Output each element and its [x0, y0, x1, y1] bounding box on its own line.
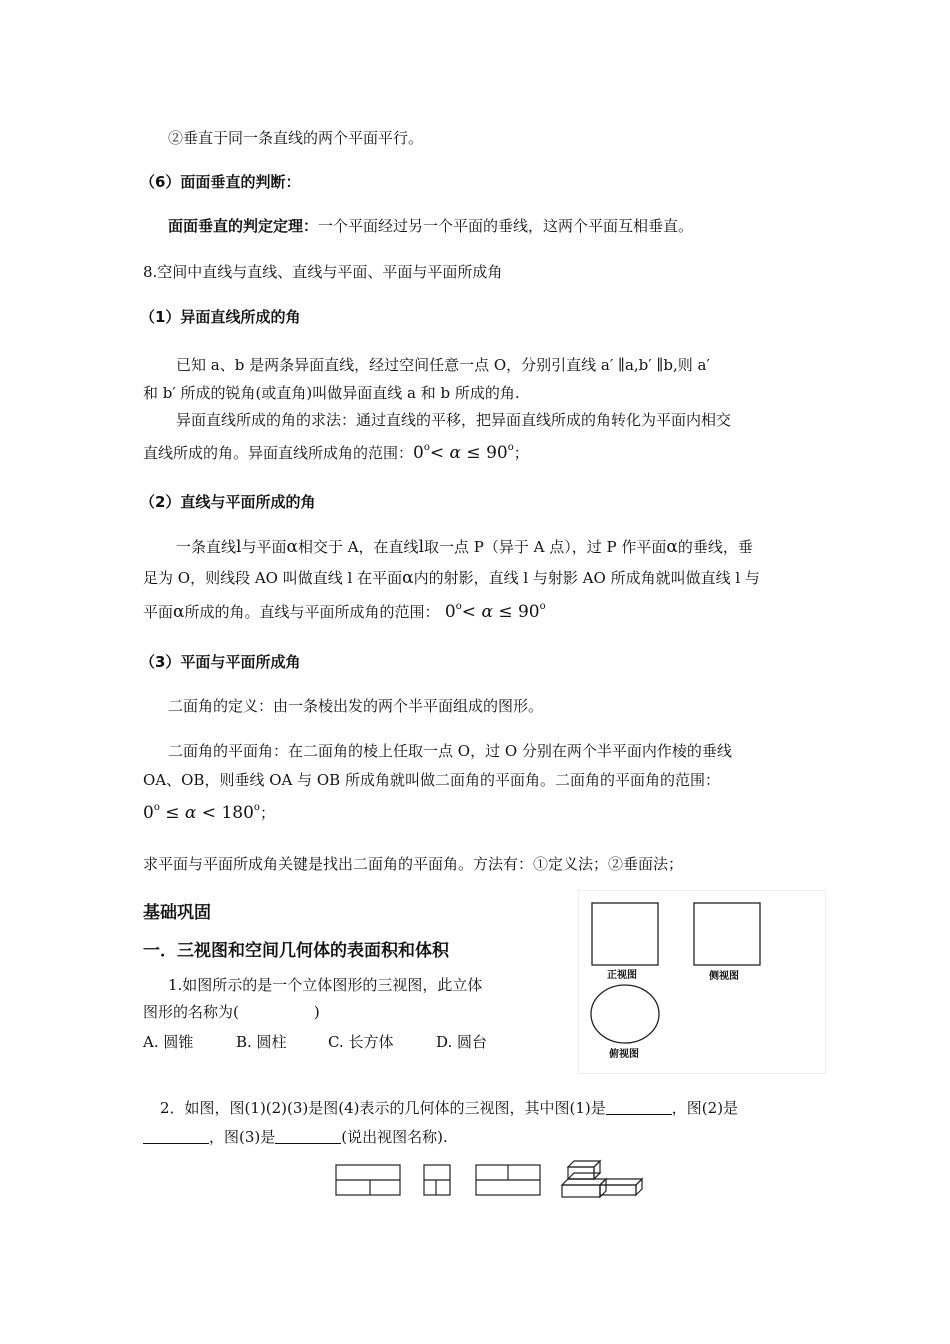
skew-text-3: 异面直线所成的角的求法：通过直线的平移，把异面直线所成的角转化为平面内相交 [176, 411, 732, 429]
theorem-label: 面面垂直的判定定理： [168, 217, 319, 235]
side-view-square [694, 903, 760, 965]
answer-blank-1[interactable] [606, 1100, 672, 1115]
line-plane-text-2 [143, 568, 760, 588]
symbol-l: l [418, 537, 424, 557]
q2-2-end: (说出视图名称). [341, 1128, 448, 1146]
side-view-label: 侧视图 [709, 971, 739, 982]
dihedral-range-end: ； [259, 804, 275, 822]
dihedral-plane-angle-2: OA、OB，则垂线 OA 与 OB 所成角就叫做二面角的平面角。二面角的平面角的范围： [143, 771, 720, 789]
section-one-heading: 一．三视图和空间几何体的表面积和体积 [143, 941, 449, 961]
face-perpendicular-theorem [168, 216, 693, 236]
option-a: A. 圆锥 [143, 1033, 194, 1051]
question-2-line-2 [143, 1127, 448, 1147]
dihedral-plane-angle-1: 二面角的平面角：在二面角的棱上任取一点 O，过 O 分别在两个半平面内作棱的垂线 [168, 742, 732, 760]
q2-2-mid: ，图(3)是 [209, 1128, 276, 1146]
symbol-alpha: α [666, 537, 678, 557]
option-b: B. 圆柱 [236, 1033, 287, 1051]
line-plane-range-formula: $0^o< \alpha \le 90^o$ [439, 601, 546, 622]
q2-1: 2．如图，图(1)(2)(3)是图(4)表示的几何体的三视图，其中图(1)是 [160, 1099, 606, 1117]
line-plane-text-1 [176, 537, 753, 557]
top-view-label: 俯视图 [609, 1049, 639, 1060]
heading-plane-plane: （3）平面与平面所成角 [140, 653, 301, 671]
basics-heading: 基础巩固 [143, 903, 211, 923]
skew-range-formula: $0^o< \alpha \le 90^o$ [413, 442, 514, 463]
method-text: 求平面与平面所成角关键是找出二面角的平面角。方法有：①定义法；②垂面法； [143, 855, 684, 873]
views-solid-drawing [330, 1155, 650, 1205]
line-plane-text-3 [143, 602, 546, 622]
symbol-alpha: α [402, 568, 414, 588]
figure-views-and-solid [330, 1155, 650, 1205]
answer-blank-3[interactable] [275, 1129, 341, 1144]
symbol-alpha: α [286, 537, 298, 557]
front-view-square [592, 903, 658, 965]
theorem-text: 一个平面经过另一个平面的垂线，这两个平面互相垂直。 [318, 217, 694, 235]
lp-1d: 取一点 P（异于 A 点），过 P 作平面 [424, 538, 667, 556]
heading-face-perpendicular: （6）面面垂直的判断： [140, 173, 301, 191]
skew-text-1: 已知 a、b 是两条异面直线，经过空间任意一点 O，分别引直线 a′ ∥a,b′ ∥b,则 a′ [176, 356, 710, 374]
lp-1b: 与平面 [241, 538, 287, 556]
lp-1a: 一条直线 [176, 538, 237, 556]
lp-3a: 平面 [143, 603, 174, 621]
option-d: D. 圆台 [436, 1033, 488, 1051]
solid-figure [562, 1161, 642, 1197]
symbol-l: l [236, 537, 242, 557]
skew-range-label: 直线所成的角。异面直线所成角的范围： [143, 444, 414, 462]
lp-2a: 足为 O，则线段 AO 叫做直线 l 在平面 [143, 569, 403, 587]
question-2-line-1 [160, 1098, 738, 1118]
symbol-alpha: α [173, 602, 185, 622]
dihedral-range [143, 803, 275, 823]
skew-text-2: 和 b′ 所成的锐角(或直角)叫做异面直线 a 和 b 所成的角. [143, 384, 520, 402]
dihedral-definition: 二面角的定义：由一条棱出发的两个半平面组成的图形。 [168, 697, 544, 715]
parallel-plane-fact: ②垂直于同一条直线的两个平面平行。 [168, 129, 424, 147]
top-view-circle [591, 985, 659, 1043]
skew-range-end: ； [513, 444, 529, 462]
dihedral-range-formula: $0^o \le \alpha < 180^o$ [143, 802, 260, 823]
answer-blank-2[interactable] [143, 1129, 209, 1144]
q2-1-end: ，图(2)是 [671, 1099, 739, 1117]
heading-skew-lines: （1）异面直线所成的角 [140, 308, 301, 326]
skew-text-4 [143, 443, 529, 463]
question-1-options [143, 1032, 487, 1052]
lp-1e: 的垂线，垂 [677, 538, 753, 556]
lp-2b: 内的射影，直线 l 与射影 AO 所成角就叫做直线 l 与 [413, 569, 760, 587]
lp-1c: 相交于 A，在直线 [297, 538, 419, 556]
question-1-line-2: 图形的名称为( ) [143, 1003, 320, 1021]
front-view-label: 正视图 [607, 970, 637, 981]
three-view-figure [578, 890, 826, 1074]
heading-line-plane: （2）直线与平面所成的角 [140, 493, 316, 511]
option-c: C. 长方体 [328, 1033, 394, 1051]
question-1-line-1: 1.如图所示的是一个立体图形的三视图，此立体 [168, 976, 483, 994]
lp-3b: 所成的角。直线与平面所成角的范围： [184, 603, 440, 621]
section-8-title: 8.空间中直线与直线、直线与平面、平面与平面所成角 [143, 263, 503, 281]
